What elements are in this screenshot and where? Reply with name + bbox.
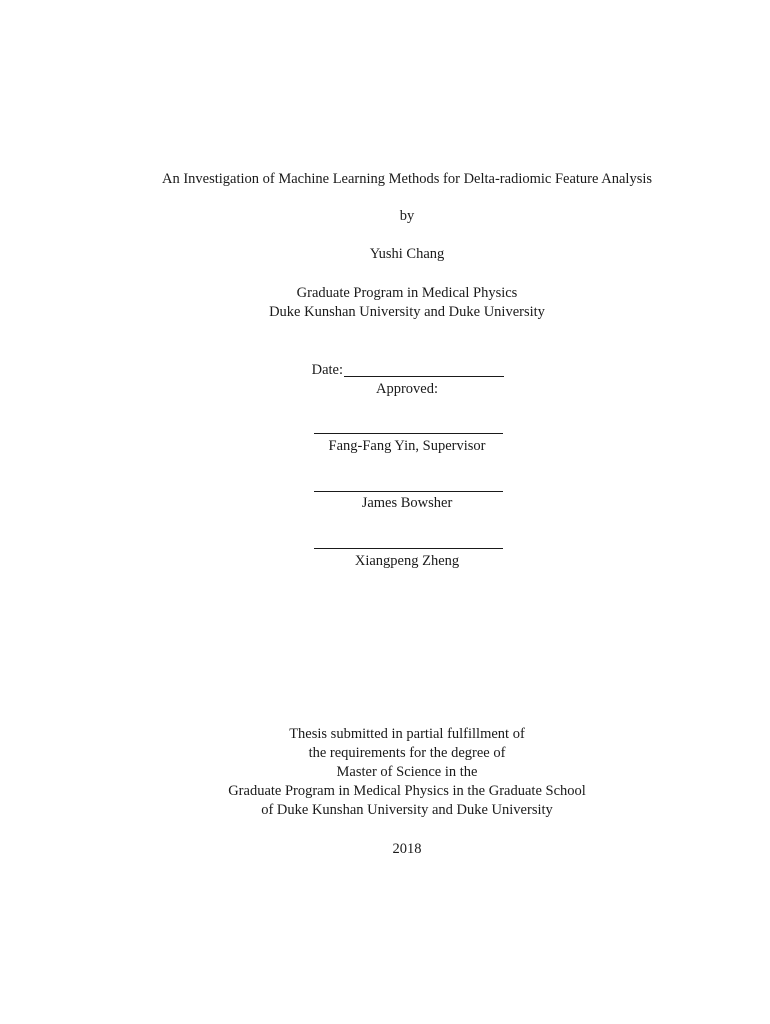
statement-line: Graduate Program in Medical Physics in the Graduate School — [228, 783, 586, 799]
author-name: Yushi Chang — [369, 246, 445, 262]
statement-line: Thesis submitted in partial fulfillment of — [289, 726, 525, 742]
signatory-name: James Bowsher — [361, 495, 453, 511]
statement-line: the requirements for the degree of — [308, 745, 506, 761]
approved-label: Approved: — [375, 381, 438, 397]
statement-line: Master of Science in the — [336, 764, 478, 780]
thesis-title: An Investigation of Machine Learning Methods for Delta-radiomic Feature Analysis — [161, 171, 653, 187]
statement-line: of Duke Kunshan University and Duke University — [261, 802, 553, 818]
signature-rule — [314, 491, 503, 492]
signatory-name: Fang-Fang Yin, Supervisor — [328, 438, 486, 454]
by-label: by — [399, 208, 415, 224]
date-label: Date: — [311, 362, 343, 378]
signatory-name: Xiangpeng Zheng — [354, 553, 460, 569]
program-name: Graduate Program in Medical Physics — [296, 285, 518, 301]
signature-rule — [314, 548, 503, 549]
signature-rule — [314, 433, 503, 434]
institution-name: Duke Kunshan University and Duke University — [269, 304, 545, 320]
submission-year: 2018 — [392, 841, 422, 857]
date-signature-rule — [344, 376, 504, 377]
